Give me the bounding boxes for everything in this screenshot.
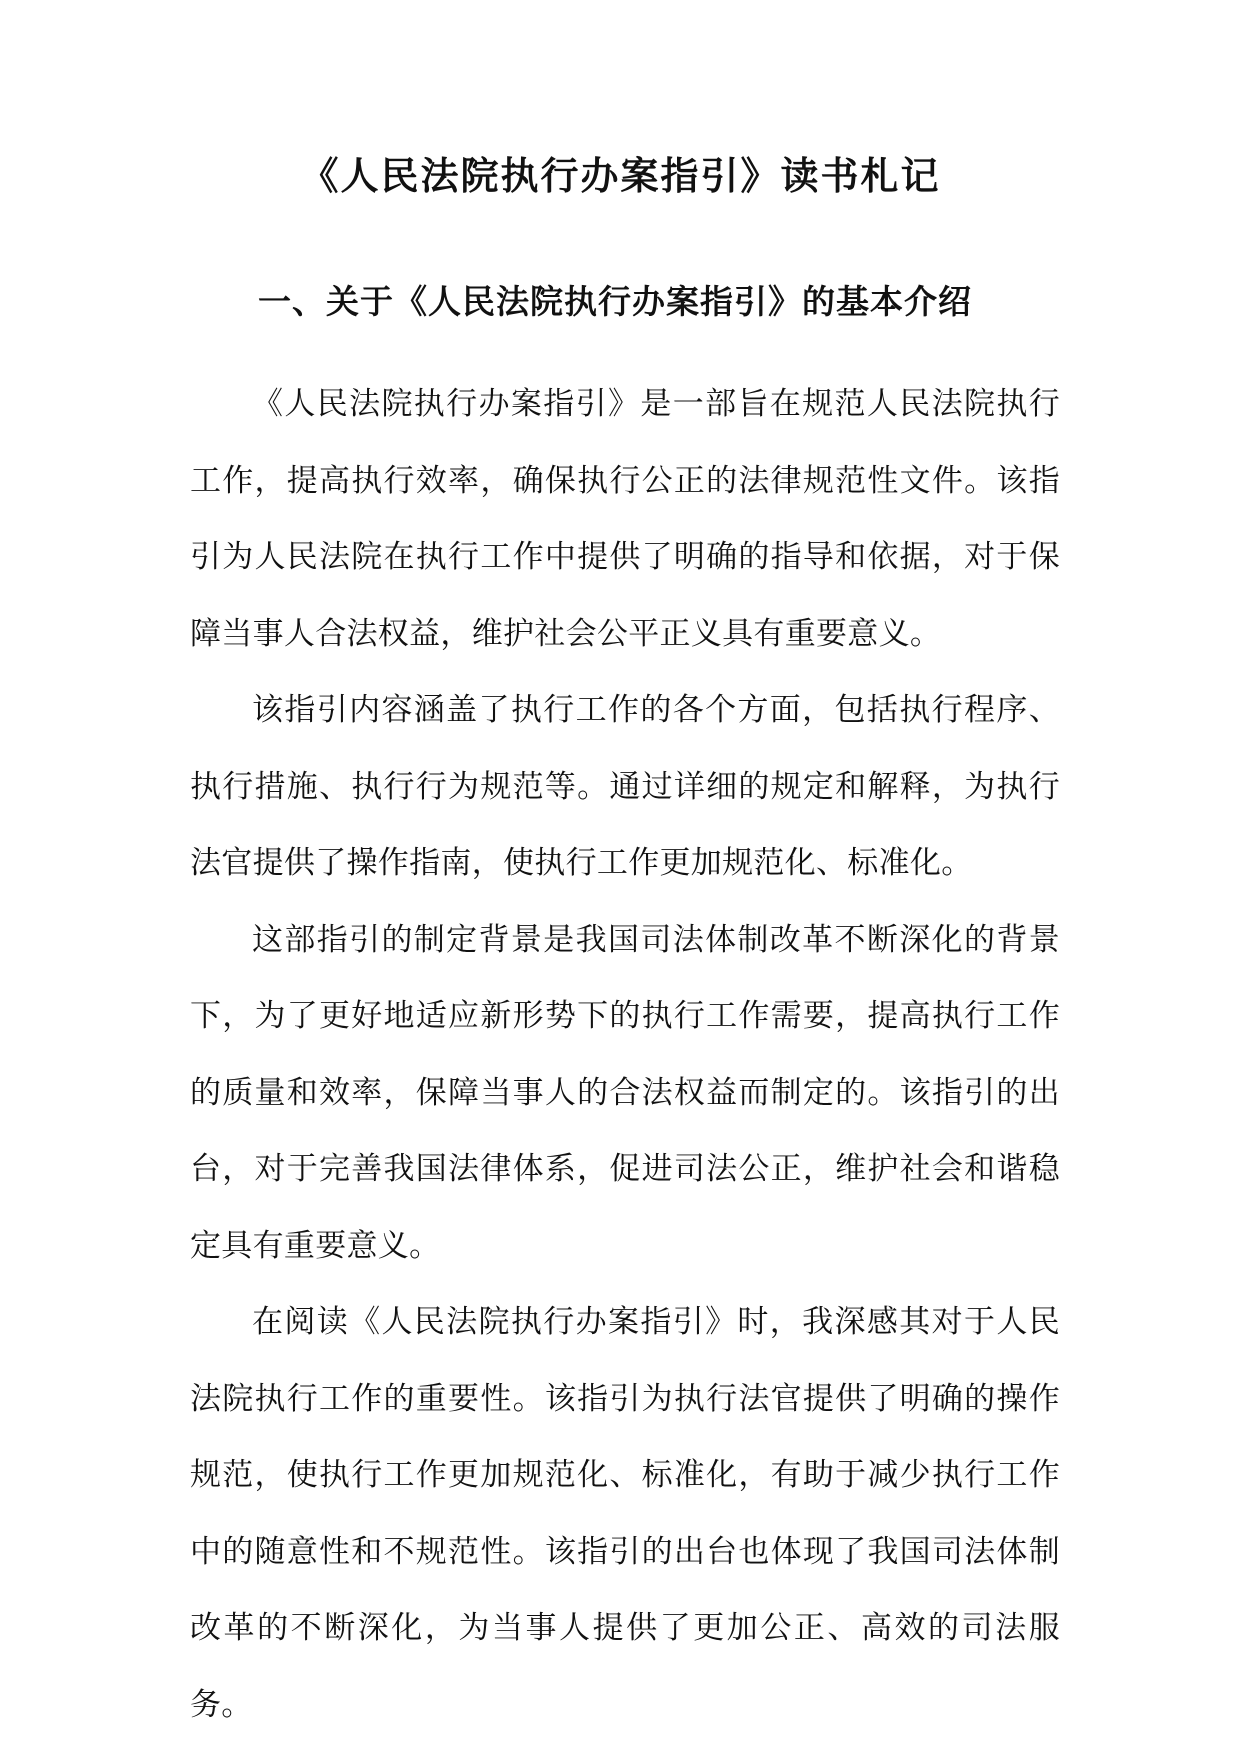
document-title: 《人民法院执行办案指引》读书札记 (300, 153, 941, 198)
paragraph-4: 在阅读《人民法院执行办案指引》时，我深感其对于人民法院执行工作的重要性。该指引为执行法官提供了明确的操作规范，使执行工作更加规范化、标准化，有助于减少执行工作中的随意性和不规范性。该指引的出台也体现了我国司法体制改革的不断深化，为当事人提供了更加公正、高效的司法服务。 (190, 1304, 1060, 1723)
paragraph-2: 该指引内容涵盖了执行工作的各个方面，包括执行程序、执行措施、执行行为规范等。通过详细的规定和解释，为执行法官提供了操作指南，使执行工作更加规范化、标准化。 (190, 692, 1060, 881)
paragraph-3: 这部指引的制定背景是我国司法体制改革不断深化的背景下，为了更好地适应新形势下的执行工作需要，提高执行工作的质量和效率，保障当事人的合法权益而制定的。该指引的出台，对于完善我国法律体系，促进司法公正，维护社会和谐稳定具有重要意义。 (190, 921, 1060, 1264)
section-heading: 一、关于《人民法院执行办案指引》的基本介绍 (258, 282, 972, 321)
paragraph-1: 《人民法院执行办案指引》是一部旨在规范人民法院执行工作，提高执行效率，确保执行公正的法律规范性文件。该指引为人民法院在执行工作中提供了明确的指导和依据，对于保障当事人合法权益，维护社会公平正义具有重要意义。 (190, 386, 1060, 652)
body-text (190, 366, 1060, 1743)
